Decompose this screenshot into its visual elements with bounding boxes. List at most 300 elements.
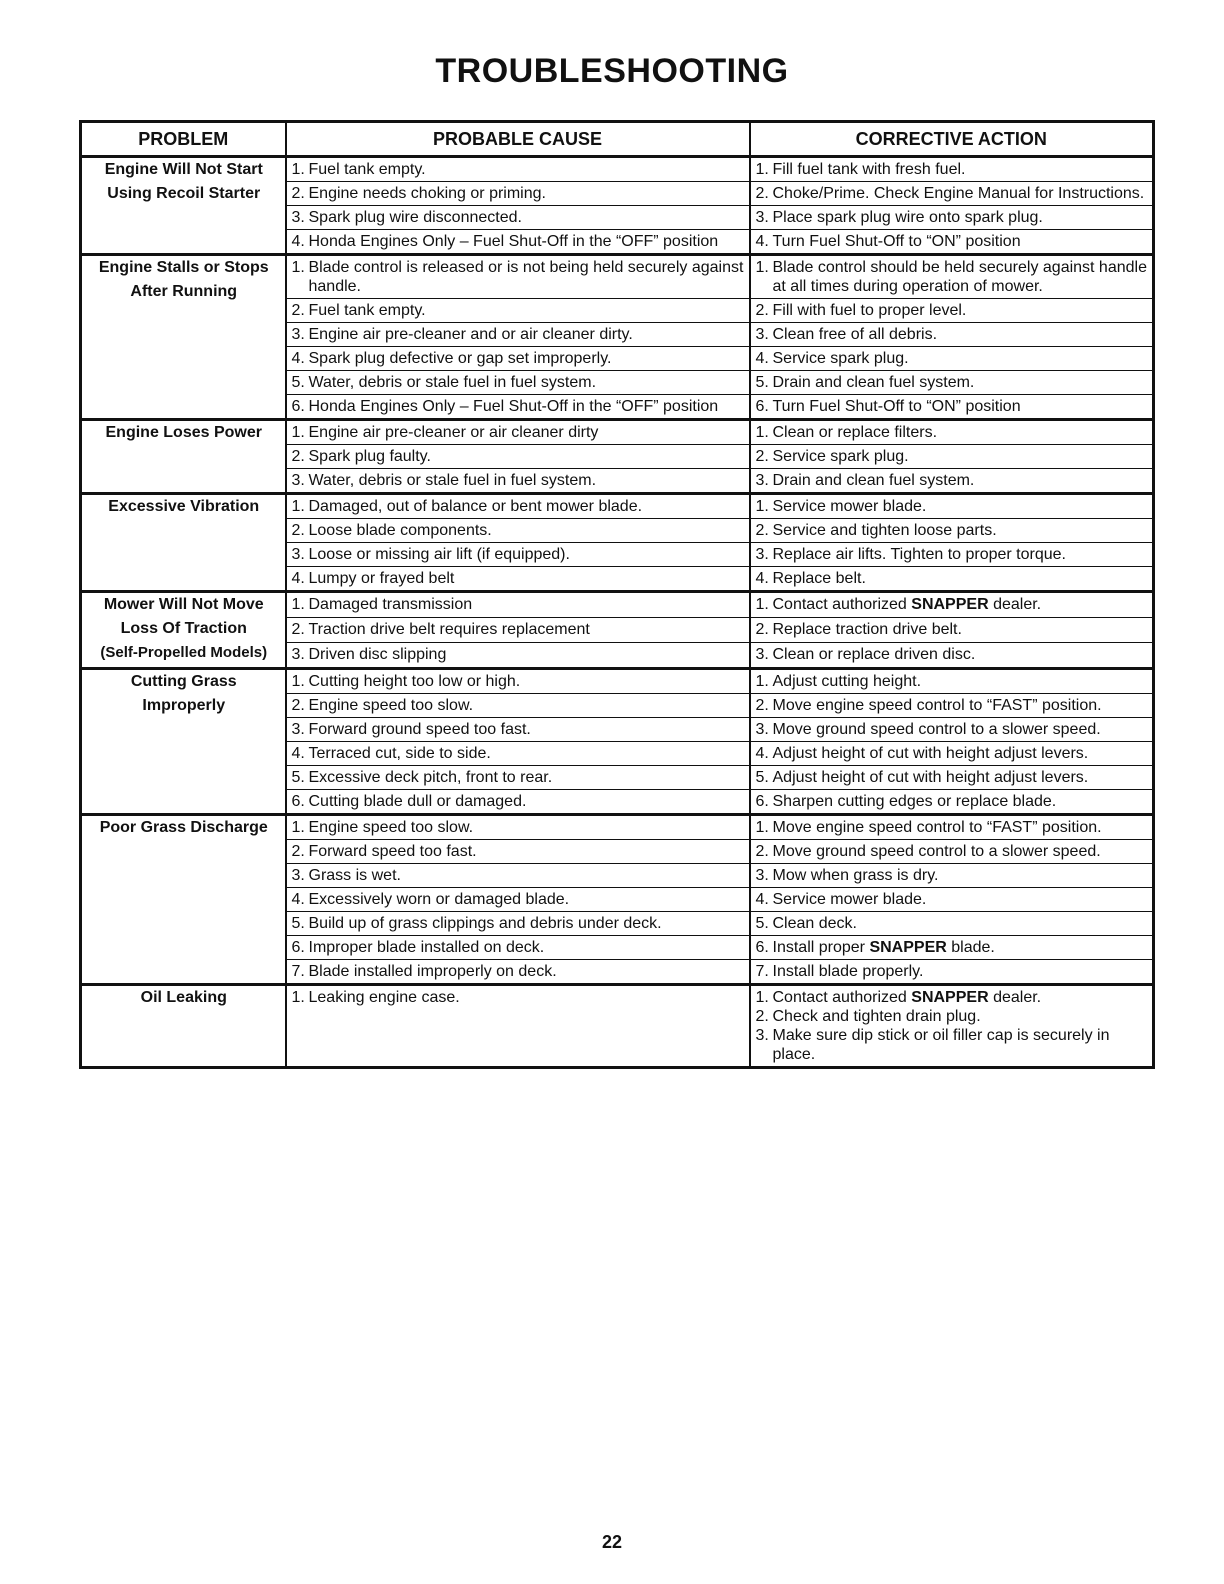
cause-number: 3. bbox=[291, 472, 305, 489]
problem-cell bbox=[81, 669, 286, 815]
problem-text: Excessive Vibration bbox=[108, 498, 260, 515]
action-number: 4. bbox=[755, 570, 769, 587]
cause-text: Excessive deck pitch, front to rear. bbox=[308, 769, 553, 786]
cause-item bbox=[292, 595, 745, 614]
brand-name: SNAPPER bbox=[869, 939, 947, 956]
action-text: Replace traction drive belt. bbox=[772, 621, 962, 638]
cause-item bbox=[292, 325, 745, 344]
cause-number: 1. bbox=[291, 259, 305, 276]
problem-group bbox=[81, 985, 1154, 1068]
cause-item bbox=[292, 447, 745, 466]
action-cell bbox=[750, 669, 1154, 694]
cause-number: 2. bbox=[291, 697, 305, 714]
cause-cell bbox=[286, 864, 750, 888]
cause-text: Cutting height too low or high. bbox=[308, 673, 521, 690]
action-number: 1. bbox=[755, 596, 769, 613]
problem-group bbox=[81, 420, 1154, 494]
cause-text: Engine air pre-cleaner and or air cleaner dirty. bbox=[308, 326, 633, 343]
cause-item bbox=[292, 471, 745, 490]
cause-item bbox=[292, 620, 745, 639]
cause-text: Grass is wet. bbox=[308, 867, 401, 884]
problem-text: Loss Of Traction bbox=[120, 620, 247, 637]
action-text-part: Contact authorized bbox=[772, 596, 907, 613]
cause-cell bbox=[286, 718, 750, 742]
cause-text: Excessively worn or damaged blade. bbox=[308, 891, 570, 908]
cause-number: 2. bbox=[291, 302, 305, 319]
action-item bbox=[756, 325, 1149, 344]
action-number: 2. bbox=[755, 448, 769, 465]
action-cell bbox=[750, 985, 1154, 1068]
table-row bbox=[81, 494, 1154, 519]
action-item bbox=[756, 595, 1149, 614]
cause-number: 4. bbox=[291, 350, 305, 367]
cause-number: 4. bbox=[291, 233, 305, 250]
action-text: Check and tighten drain plug. bbox=[772, 1008, 981, 1025]
action-text: Move ground speed control to a slower speed. bbox=[772, 721, 1101, 738]
cause-item bbox=[292, 397, 745, 416]
cause-number: 1. bbox=[291, 161, 305, 178]
cause-item bbox=[292, 768, 745, 787]
action-text: Service mower blade. bbox=[772, 891, 927, 908]
problem-cell bbox=[81, 255, 286, 420]
action-cell bbox=[750, 936, 1154, 960]
action-item bbox=[756, 497, 1149, 516]
problem-text: Using Recoil Starter bbox=[107, 185, 261, 202]
action-text: Move ground speed control to a slower speed. bbox=[772, 843, 1101, 860]
action-number: 2. bbox=[755, 522, 769, 539]
cause-text: Leaking engine case. bbox=[308, 989, 460, 1006]
cause-text: Spark plug faulty. bbox=[308, 448, 431, 465]
cause-cell bbox=[286, 618, 750, 643]
problem-text: After Running bbox=[130, 283, 238, 300]
cause-number: 1. bbox=[291, 498, 305, 515]
action-number: 1. bbox=[755, 498, 769, 515]
problem-text: Cutting Grass bbox=[130, 673, 237, 690]
cause-number: 7. bbox=[291, 963, 305, 980]
cause-text: Honda Engines Only – Fuel Shut-Off in the “OFF” position bbox=[308, 233, 719, 250]
cause-cell bbox=[286, 936, 750, 960]
cause-text: Engine needs choking or priming. bbox=[308, 185, 546, 202]
action-cell bbox=[750, 494, 1154, 519]
action-cell bbox=[750, 790, 1154, 815]
action-cell bbox=[750, 420, 1154, 445]
problem-group bbox=[81, 255, 1154, 420]
action-number: 2. bbox=[755, 302, 769, 319]
cause-item bbox=[292, 184, 745, 203]
table-row bbox=[81, 985, 1154, 1068]
action-text: Adjust height of cut with height adjust levers. bbox=[772, 745, 1089, 762]
cause-cell bbox=[286, 255, 750, 299]
cause-number: 2. bbox=[291, 621, 305, 638]
action-number: 7. bbox=[755, 963, 769, 980]
table-row bbox=[81, 157, 1154, 182]
problem-cell bbox=[81, 494, 286, 592]
cause-number: 3. bbox=[291, 645, 305, 663]
cause-item bbox=[292, 160, 745, 179]
problem-text: Mower Will Not Move bbox=[103, 596, 264, 613]
action-item bbox=[756, 744, 1149, 763]
cause-cell bbox=[286, 543, 750, 567]
cause-item bbox=[292, 208, 745, 227]
action-text: Service and tighten loose parts. bbox=[772, 522, 997, 539]
action-number: 3. bbox=[755, 721, 769, 738]
action-item bbox=[756, 397, 1149, 416]
cause-text: Water, debris or stale fuel in fuel system. bbox=[308, 472, 597, 489]
cause-text: Terraced cut, side to side. bbox=[308, 745, 491, 762]
action-number: 6. bbox=[755, 398, 769, 415]
brand-name: SNAPPER bbox=[911, 989, 989, 1006]
cause-number: 4. bbox=[291, 570, 305, 587]
action-cell bbox=[750, 718, 1154, 742]
action-number: 1. bbox=[755, 259, 769, 276]
action-item bbox=[756, 914, 1149, 933]
action-text: Move engine speed control to “FAST” position. bbox=[772, 697, 1102, 714]
action-text-part: dealer. bbox=[993, 989, 1042, 1006]
cause-number: 6. bbox=[291, 793, 305, 810]
cause-cell bbox=[286, 567, 750, 592]
action-number: 1. bbox=[755, 819, 769, 836]
cause-cell bbox=[286, 519, 750, 543]
action-cell bbox=[750, 519, 1154, 543]
action-text: Drain and clean fuel system. bbox=[772, 374, 975, 391]
action-item bbox=[756, 471, 1149, 490]
action-text: Drain and clean fuel system. bbox=[772, 472, 975, 489]
action-number: 2. bbox=[755, 843, 769, 860]
action-number: 2. bbox=[755, 697, 769, 714]
cause-text: Loose blade components. bbox=[308, 522, 492, 539]
action-number: 5. bbox=[755, 374, 769, 391]
action-text: Turn Fuel Shut-Off to “ON” position bbox=[772, 233, 1021, 250]
action-text: Turn Fuel Shut-Off to “ON” position bbox=[772, 398, 1021, 415]
action-item bbox=[756, 349, 1149, 368]
action-item bbox=[756, 866, 1149, 885]
cause-number: 1. bbox=[291, 673, 305, 690]
cause-number: 1. bbox=[291, 424, 305, 441]
action-item bbox=[756, 301, 1149, 320]
table-row bbox=[81, 420, 1154, 445]
cause-number: 5. bbox=[291, 915, 305, 932]
cause-item bbox=[292, 744, 745, 763]
action-item bbox=[756, 258, 1149, 296]
action-item bbox=[756, 232, 1149, 251]
action-number: 4. bbox=[755, 745, 769, 762]
action-cell bbox=[750, 912, 1154, 936]
page-number: 22 bbox=[601, 1532, 623, 1552]
action-cell bbox=[750, 299, 1154, 323]
action-item bbox=[756, 696, 1149, 715]
action-number: 6. bbox=[755, 939, 769, 956]
action-number: 3. bbox=[755, 326, 769, 343]
cause-item bbox=[292, 672, 745, 691]
cause-item bbox=[292, 792, 745, 811]
problem-cell bbox=[81, 592, 286, 669]
action-text: Adjust cutting height. bbox=[772, 673, 922, 690]
cause-cell bbox=[286, 592, 750, 618]
action-cell bbox=[750, 960, 1154, 985]
action-item bbox=[756, 373, 1149, 392]
cause-text: Cutting blade dull or damaged. bbox=[308, 793, 527, 810]
cause-text: Driven disc slipping bbox=[308, 645, 447, 663]
action-cell bbox=[750, 840, 1154, 864]
action-text bbox=[773, 988, 1149, 1007]
cause-cell bbox=[286, 420, 750, 445]
action-item bbox=[756, 768, 1149, 787]
cause-text: Blade control is released or is not being held securely against handle. bbox=[308, 259, 744, 295]
action-item bbox=[756, 545, 1149, 564]
action-text: Mow when grass is dry. bbox=[772, 867, 939, 884]
action-number: 3. bbox=[755, 1027, 769, 1044]
cause-number: 4. bbox=[291, 891, 305, 908]
action-text-part: blade. bbox=[951, 939, 995, 956]
action-cell bbox=[750, 230, 1154, 255]
action-number: 2. bbox=[755, 185, 769, 202]
table-row bbox=[81, 255, 1154, 299]
action-text: Service spark plug. bbox=[772, 350, 909, 367]
cause-item bbox=[292, 818, 745, 837]
cause-cell bbox=[286, 469, 750, 494]
action-item bbox=[756, 938, 1149, 957]
problem-group bbox=[81, 592, 1154, 669]
cause-item bbox=[292, 962, 745, 981]
action-text: Clean or replace filters. bbox=[772, 424, 938, 441]
cause-cell bbox=[286, 985, 750, 1068]
action-number: 3. bbox=[755, 472, 769, 489]
action-cell bbox=[750, 642, 1154, 668]
action-text: Adjust height of cut with height adjust levers. bbox=[772, 769, 1089, 786]
cause-cell bbox=[286, 815, 750, 840]
action-text: Replace belt. bbox=[772, 570, 866, 587]
action-item bbox=[756, 818, 1149, 837]
action-number: 1. bbox=[755, 424, 769, 441]
problem-text: Poor Grass Discharge bbox=[99, 819, 268, 836]
action-cell bbox=[750, 157, 1154, 182]
cause-cell bbox=[286, 642, 750, 668]
action-cell bbox=[750, 592, 1154, 618]
action-text: Install blade properly. bbox=[772, 963, 924, 980]
action-item bbox=[756, 672, 1149, 691]
cause-text: Spark plug wire disconnected. bbox=[308, 209, 522, 226]
action-text: Clean deck. bbox=[772, 915, 857, 932]
problem-group bbox=[81, 815, 1154, 985]
cause-cell bbox=[286, 840, 750, 864]
action-number: 1. bbox=[755, 673, 769, 690]
action-item bbox=[756, 521, 1149, 540]
cause-cell bbox=[286, 230, 750, 255]
action-cell bbox=[750, 469, 1154, 494]
cause-text: Damaged transmission bbox=[308, 596, 473, 613]
cause-item bbox=[292, 301, 745, 320]
cause-number: 3. bbox=[291, 209, 305, 226]
action-item bbox=[756, 890, 1149, 909]
action-text-part: Install proper bbox=[772, 939, 865, 956]
table-row bbox=[81, 592, 1154, 618]
cause-item bbox=[292, 258, 745, 296]
header-probable-cause: PROBABLE CAUSE bbox=[286, 122, 750, 157]
cause-item bbox=[292, 890, 745, 909]
action-cell bbox=[750, 543, 1154, 567]
action-number: 4. bbox=[755, 350, 769, 367]
cause-cell bbox=[286, 694, 750, 718]
cause-number: 3. bbox=[291, 721, 305, 738]
brand-name: SNAPPER bbox=[911, 596, 989, 613]
cause-item bbox=[292, 842, 745, 861]
cause-text: Traction drive belt requires replacement bbox=[308, 621, 590, 638]
page-title: TROUBLESHOOTING bbox=[435, 52, 789, 90]
cause-number: 1. bbox=[291, 819, 305, 836]
cause-item bbox=[292, 423, 745, 442]
action-number: 4. bbox=[755, 233, 769, 250]
action-number: 2. bbox=[755, 1008, 769, 1025]
cause-text: Spark plug defective or gap set improperly. bbox=[308, 350, 612, 367]
cause-text: Blade installed improperly on deck. bbox=[308, 963, 557, 980]
cause-number: 1. bbox=[291, 989, 305, 1006]
cause-text: Improper blade installed on deck. bbox=[308, 939, 545, 956]
action-item bbox=[756, 988, 1149, 1007]
cause-number: 1. bbox=[291, 596, 305, 613]
action-number: 3. bbox=[755, 645, 769, 663]
cause-number: 6. bbox=[291, 398, 305, 415]
header-problem: PROBLEM bbox=[81, 122, 286, 157]
table-row bbox=[81, 815, 1154, 840]
action-text-part: Contact authorized bbox=[772, 989, 907, 1006]
problem-group bbox=[81, 669, 1154, 815]
action-number: 3. bbox=[755, 546, 769, 563]
action-text: Sharpen cutting edges or replace blade. bbox=[772, 793, 1057, 810]
cause-cell bbox=[286, 299, 750, 323]
cause-item bbox=[292, 645, 745, 664]
cause-text: Water, debris or stale fuel in fuel system. bbox=[308, 374, 597, 391]
cause-text: Fuel tank empty. bbox=[308, 161, 426, 178]
action-number: 1. bbox=[755, 161, 769, 178]
cause-item bbox=[292, 373, 745, 392]
action-text: Replace air lifts. Tighten to proper torque. bbox=[772, 546, 1066, 563]
cause-text: Forward ground speed too fast. bbox=[308, 721, 531, 738]
problem-group bbox=[81, 157, 1154, 255]
problem-text: Oil Leaking bbox=[140, 989, 227, 1006]
cause-cell bbox=[286, 766, 750, 790]
cause-number: 5. bbox=[291, 374, 305, 391]
header-corrective-action: CORRECTIVE ACTION bbox=[750, 122, 1154, 157]
action-text: Place spark plug wire onto spark plug. bbox=[772, 209, 1043, 226]
action-item bbox=[756, 1026, 1149, 1064]
cause-text: Forward speed too fast. bbox=[308, 843, 477, 860]
cause-text: Build up of grass clippings and debris under deck. bbox=[308, 915, 662, 932]
cause-cell bbox=[286, 157, 750, 182]
cause-number: 5. bbox=[291, 769, 305, 786]
cause-number: 2. bbox=[291, 843, 305, 860]
action-cell bbox=[750, 206, 1154, 230]
cause-number: 3. bbox=[291, 867, 305, 884]
cause-item bbox=[292, 521, 745, 540]
header-row bbox=[81, 122, 1154, 157]
action-cell bbox=[750, 694, 1154, 718]
cause-cell bbox=[286, 323, 750, 347]
action-text bbox=[773, 938, 1149, 957]
cause-cell bbox=[286, 912, 750, 936]
cause-text: Loose or missing air lift (if equipped). bbox=[308, 546, 570, 563]
action-number: 5. bbox=[755, 769, 769, 786]
cause-cell bbox=[286, 669, 750, 694]
action-text: Clean or replace driven disc. bbox=[772, 645, 976, 663]
action-cell bbox=[750, 323, 1154, 347]
cause-item bbox=[292, 349, 745, 368]
problem-text: Engine Will Not Start bbox=[104, 161, 263, 178]
action-number: 5. bbox=[755, 915, 769, 932]
action-number: 1. bbox=[755, 989, 769, 1006]
cause-text: Engine speed too slow. bbox=[308, 819, 474, 836]
action-cell bbox=[750, 255, 1154, 299]
troubleshooting-table bbox=[79, 120, 1155, 1069]
action-cell bbox=[750, 371, 1154, 395]
cause-number: 3. bbox=[291, 546, 305, 563]
action-item bbox=[756, 1007, 1149, 1026]
action-item bbox=[756, 842, 1149, 861]
cause-item bbox=[292, 232, 745, 251]
cause-cell bbox=[286, 395, 750, 420]
action-text bbox=[773, 595, 1149, 614]
cause-item bbox=[292, 545, 745, 564]
action-cell bbox=[750, 742, 1154, 766]
cause-cell bbox=[286, 182, 750, 206]
cause-text: Honda Engines Only – Fuel Shut-Off in the “OFF” position bbox=[308, 398, 719, 415]
table-row bbox=[81, 669, 1154, 694]
action-text: Choke/Prime. Check Engine Manual for Instructions. bbox=[772, 185, 1145, 202]
cause-text: Engine speed too slow. bbox=[308, 697, 474, 714]
action-cell bbox=[750, 815, 1154, 840]
action-number: 3. bbox=[755, 867, 769, 884]
action-text: Fill with fuel to proper level. bbox=[772, 302, 967, 319]
action-cell bbox=[750, 347, 1154, 371]
problem-text: (Self-Propelled Models) bbox=[100, 644, 268, 661]
problem-text: Engine Stalls or Stops bbox=[98, 259, 269, 276]
action-item bbox=[756, 160, 1149, 179]
action-cell bbox=[750, 888, 1154, 912]
cause-number: 2. bbox=[291, 185, 305, 202]
action-text-part: dealer. bbox=[993, 596, 1042, 613]
cause-item bbox=[292, 938, 745, 957]
cause-cell bbox=[286, 888, 750, 912]
action-item bbox=[756, 620, 1149, 639]
action-number: 4. bbox=[755, 891, 769, 908]
cause-cell bbox=[286, 960, 750, 985]
cause-number: 2. bbox=[291, 448, 305, 465]
cause-number: 2. bbox=[291, 522, 305, 539]
action-number: 3. bbox=[755, 209, 769, 226]
cause-cell bbox=[286, 347, 750, 371]
action-cell bbox=[750, 395, 1154, 420]
problem-cell bbox=[81, 420, 286, 494]
action-item bbox=[756, 184, 1149, 203]
cause-number: 6. bbox=[291, 939, 305, 956]
action-number: 6. bbox=[755, 793, 769, 810]
action-item bbox=[756, 720, 1149, 739]
cause-cell bbox=[286, 206, 750, 230]
action-cell bbox=[750, 618, 1154, 643]
action-text: Move engine speed control to “FAST” position. bbox=[772, 819, 1102, 836]
action-item bbox=[756, 447, 1149, 466]
action-item bbox=[756, 208, 1149, 227]
cause-item bbox=[292, 569, 745, 588]
cause-text: Damaged, out of balance or bent mower blade. bbox=[308, 498, 643, 515]
cause-cell bbox=[286, 790, 750, 815]
action-text: Clean free of all debris. bbox=[772, 326, 938, 343]
problem-text: Engine Loses Power bbox=[105, 424, 262, 441]
cause-number: 3. bbox=[291, 326, 305, 343]
action-cell bbox=[750, 445, 1154, 469]
action-item bbox=[756, 962, 1149, 981]
action-cell bbox=[750, 766, 1154, 790]
action-cell bbox=[750, 567, 1154, 592]
